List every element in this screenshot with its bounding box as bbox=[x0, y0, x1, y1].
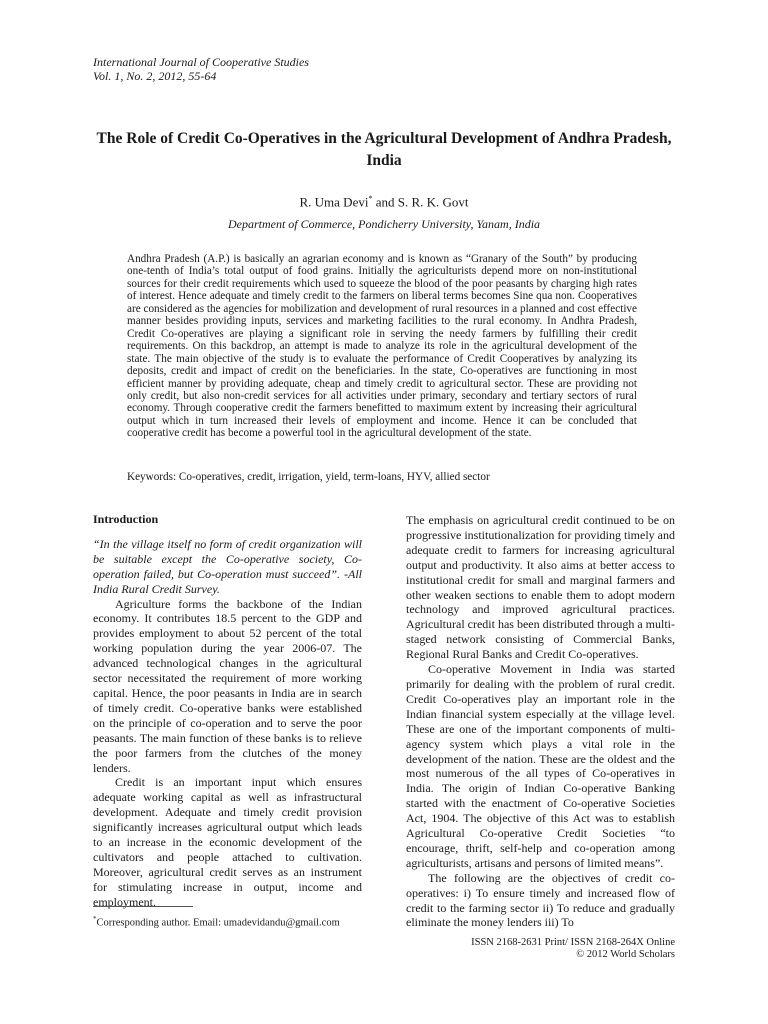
issn-numbers: ISSN 2168-2631 Print/ ISSN 2168-264X Online bbox=[471, 937, 675, 948]
abstract: Andhra Pradesh (A.P.) is basically an agrarian economy and is known as “Granary of the South” by producing one-tenth of India’s total output of food grains. Initially the agriculturists depend more on non-institutional sources for their credit requirements which used to squeeze the blood of the poor peasants by charging high rates of interest. Hence adequate and timely credit to the farmers on liberal terms becomes Sine qua non. Cooperatives are considered as the agencies for mobilization and development of rural resources in a planned and cost effective manner besides providing inputs, services and marketing facilities to the rural economy. In Andhra Pradesh, Credit Co-operatives are playing a significant role in serving the needy farmers by fulfilling their credit requirements. On this backdrop, an attempt is made to analyze its role in the agricultural development of the state. The main objective of the study is to evaluate the performance of Credit Cooperatives by analyzing its deposits, credit and impact of credit on the beneficiaries. In the state, Co-operatives are functioning in most efficient manner by providing adequate, cheap and timely credit to agricultural sector. These are providing not only credit, but also non-credit services for all activities under primary, secondary and tertiary sectors of rural economy. Through cooperative credit the farmers benefitted to maximum extent by increasing their agricultural output which in turn increased their levels of employment and income. Hence it can be concluded that cooperative credit has become a powerful tool in the agricultural development of the state. bbox=[127, 253, 637, 440]
footnote-text: Corresponding author. Email: umadevidandu@gmail.com bbox=[96, 917, 340, 929]
footnote-divider bbox=[93, 906, 193, 907]
copyright: © 2012 World Scholars bbox=[576, 949, 675, 960]
epigraph-quote: “In the village itself no form of credit organization will be suitable except the Co-operative society, Co-operation failed, but Co-operation must succeed”. -All India Rural Credit Survey. bbox=[93, 536, 362, 596]
author-first: R. Uma Devi bbox=[299, 194, 369, 210]
journal-name: International Journal of Cooperative Studies bbox=[93, 55, 309, 69]
right-paragraph-2: Co-operative Movement in India was started primarily for dealing with the problem of rural credit. Credit Co-operatives play an important role in the Indian financial system especially at the village level. These are one of the important components of multi-agency system which plays a vital role in the development of the nation. These are the oldest and the most numerous of the all types of Co-operatives in India. The origin of Indian Co-operative Banking started with the enactment of Co-operative Societies Act, 1904. The objective of this Act was to establish Agricultural Co-operative Credit Societies “to encourage, thrift, self-help and co-operation among agriculturists, artisans and persons of limited means”. bbox=[406, 662, 675, 870]
paper-title: The Role of Credit Co-Operatives in the Agricultural Development of Andhra Pradesh, India bbox=[96, 130, 672, 169]
keywords: Keywords: Co-operatives, credit, irrigation, yield, term-loans, HYV, allied sector bbox=[127, 471, 490, 483]
intro-paragraph-1: Agriculture forms the backbone of the Indian economy. It contributes 18.5 percent to the GDP and provides employment to about 52 percent of the total working population during the year 2006-07. The advanced technological changes in the agricultural sector necessitated the requirement of more working capital. Hence, the poor peasants in India are in search of timely credit. Co-operative banks were established on the principle of co-operation and to serve the poor peasants. The main function of these banks is to relieve the poor farmers from the clutches of the money lenders. bbox=[93, 596, 362, 775]
affiliation: Department of Commerce, Pondicherry University, Yanam, India bbox=[227, 217, 541, 231]
left-column bbox=[93, 512, 362, 910]
section-heading: Introduction bbox=[93, 512, 159, 526]
footnote bbox=[93, 915, 340, 929]
right-paragraph-3: The following are the objectives of credit co-operatives: i) To ensure timely and increased flow of credit to the farming sector ii) To reduce and gradually eliminate the money lenders iii) To bbox=[406, 870, 675, 930]
journal-header bbox=[93, 55, 309, 83]
author-rest: and S. R. K. Govt bbox=[372, 194, 469, 210]
issn-block bbox=[471, 937, 675, 961]
journal-volume: Vol. 1, No. 2, 2012, 55-64 bbox=[93, 69, 217, 83]
right-column bbox=[406, 513, 675, 930]
author-mark: * bbox=[368, 194, 373, 203]
intro-paragraph-2: Credit is an important input which ensures adequate working capital as well as infrastructural development. Adequate and timely credit provision significantly increases agricultural output which leads to an increase in the economic development of the cultivators and people attached to cultivation. Moreover, agricultural credit serves as an instrument for stimulating increase in output, income and employment. bbox=[93, 775, 362, 909]
right-paragraph-1: The emphasis on agricultural credit continued to be on progressive institutionalization for providing timely and adequate credit to farmers for increasing agricultural output and productivity. It also aims at better access to institutional credit for small and marginal farmers and other weaken sections to enable them to adopt modern technology and improved agricultural practices. Agricultural credit has been distributed through a multi-staged network consisting of Commercial Banks, Regional Rural Banks and Credit Co-operatives. bbox=[406, 513, 675, 662]
footnote-mark: * bbox=[93, 915, 97, 923]
authors-line bbox=[0, 194, 768, 210]
